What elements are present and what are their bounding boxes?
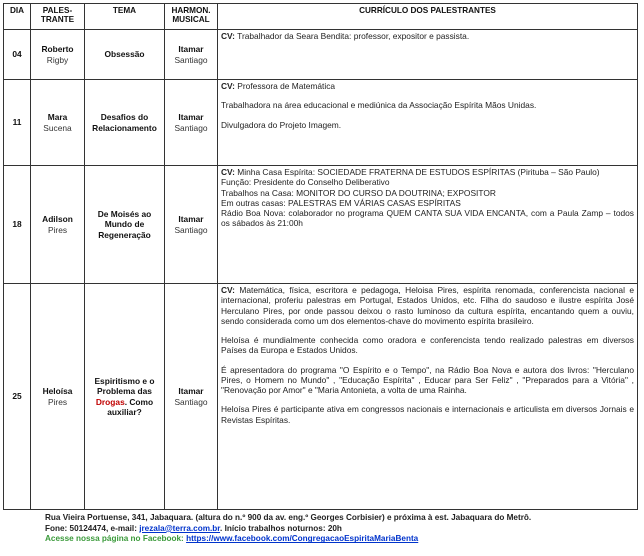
row-theme: Obsessão xyxy=(85,30,165,80)
row-curriculum xyxy=(218,30,638,80)
cv-paragraph: É apresentadora do programa "O Espírito e o Tempo", na Rádio Boa Nova e autora dos livros: "Herculano Pires, o Homem no Mundo" , "Educação Espírita" , Educar para Ser Feliz" , "Preparados para a Vitória" , "Renovação por Amor" e "Maria Antonieta, a volta de uma Rainha. xyxy=(221,364,634,395)
header-dia: DIA xyxy=(4,4,31,30)
row-musical xyxy=(165,30,218,80)
cv-line: CV: Minha Casa Espírita: SOCIEDADE FRATERNA DE ESTUDOS ESPÍRITAS (Pirituba – São Paulo) xyxy=(221,167,600,177)
footer xyxy=(45,513,641,545)
row-speaker xyxy=(31,80,85,166)
speaker-first-name: Heloísa xyxy=(42,386,73,397)
schedule-sheet xyxy=(3,3,641,545)
speaker-surname: Pires xyxy=(47,396,68,407)
speaker-first-name: Adilson xyxy=(42,214,73,225)
row-musical xyxy=(165,80,218,166)
musical-surname: Santiago xyxy=(174,224,208,235)
table-row xyxy=(4,30,638,80)
speaker-first-name: Roberto xyxy=(41,44,74,55)
footer-facebook xyxy=(45,534,641,545)
cv-paragraph: CV: Professora de Matemática xyxy=(221,81,336,91)
speaker-surname: Pires xyxy=(47,224,68,235)
header-palestrante: PALES- TRANTE xyxy=(31,4,85,30)
speaker-surname: Sucena xyxy=(43,122,72,133)
row-musical xyxy=(165,166,218,284)
header-curriculo: CURRÍCULO DOS PALESTRANTES xyxy=(218,4,638,30)
table-row xyxy=(4,80,638,166)
table-row xyxy=(4,166,638,284)
cv-paragraph: CV: Matemática, física, escritora e pedagoga, Heloisa Pires, espírita renomada, conferencista nacional e internacional, proferiu palestras em Portugal, Estados Unidos, etc. Filha do saudoso e ilustre espírita José Herculano Pires, por onde passou deixou o rasto luminoso da cultura espírita, encantando quem a ouviu, sendo considerada como um dos elementos-chave do movimento espírita brasileiro. xyxy=(221,285,634,326)
row-day: 18 xyxy=(4,166,31,284)
musical-surname: Santiago xyxy=(174,122,208,133)
cv-paragraph: Heloísa é mundialmente conhecida como oradora e conferencista tendo realizado palestras em diversos Países da Europa e Estados Unidos. xyxy=(221,335,634,356)
footer-contact: Fone: 50124474, e-mail: jrezala@terra.com.br. Início trabalhos noturnos: 20h xyxy=(45,523,342,533)
row-day: 11 xyxy=(4,80,31,166)
email-link[interactable]: jrezala@terra.com.br xyxy=(139,523,221,533)
lecture-schedule-table xyxy=(3,3,638,510)
row-curriculum xyxy=(218,166,638,284)
cv-line: Rádio Boa Nova: colaborador no programa QUEM CANTA SUA VIDA ENCANTA, com a Paula Zamp – todos os sábados às 21:00h xyxy=(221,208,634,229)
musical-first-name: Itamar xyxy=(178,386,204,397)
row-musical xyxy=(165,284,218,510)
musical-surname: Santiago xyxy=(174,54,208,65)
musical-first-name: Itamar xyxy=(178,214,204,225)
row-speaker xyxy=(31,30,85,80)
row-curriculum xyxy=(218,284,638,510)
facebook-link[interactable]: https://www.facebook.com/CongregacaoEspiritaMariaBenta xyxy=(186,534,419,544)
row-speaker xyxy=(31,284,85,510)
theme-highlight-drogas: Drogas xyxy=(95,396,125,407)
row-speaker xyxy=(31,166,85,284)
header-harmon-musical: HARMON. MUSICAL xyxy=(165,4,218,30)
musical-first-name: Itamar xyxy=(178,44,204,55)
header-row xyxy=(4,4,638,30)
cv-paragraph: CV: Trabalhador da Seara Bendita: professor, expositor e passista. xyxy=(221,31,470,41)
musical-surname: Santiago xyxy=(174,396,208,407)
speaker-surname: Rigby xyxy=(46,54,69,65)
speaker-first-name: Mara xyxy=(47,112,68,123)
cv-line: Trabalhos na Casa: MONITOR DO CURSO DA DOUTRINA; EXPOSITOR xyxy=(221,187,496,198)
row-theme: De Moisés ao Mundo de Regeneração xyxy=(85,166,165,284)
cv-paragraph: Heloísa Pires é participante ativa em congressos nacionais e internacionais e articulista em diversos Jornais e Revistas Espíritas. xyxy=(221,404,634,425)
musical-first-name: Itamar xyxy=(178,112,204,123)
row-theme: Desafios do Relacionamento xyxy=(85,80,165,166)
table-row xyxy=(4,284,638,510)
row-curriculum xyxy=(218,80,638,166)
row-day: 25 xyxy=(4,284,31,510)
facebook-label: Acesse nossa página no Facebook: xyxy=(45,534,187,544)
footer-address: Rua Vieira Portuense, 341, Jabaquara. (altura do n.º 900 da av. eng.º Georges Corbisier) e próxima à est. Jabaquara do Metrô. xyxy=(45,513,532,522)
cv-line: Em outras casas: PALESTRAS EM VÁRIAS CASAS ESPÍRITAS xyxy=(221,197,461,208)
header-tema: TEMA xyxy=(85,4,165,30)
cv-line: Função: Presidente do Conselho Deliberativo xyxy=(221,177,390,188)
cv-paragraph: Trabalhadora na área educacional e mediúnica da Associação Espírita Mãos Unidas. xyxy=(221,100,537,111)
row-day: 04 xyxy=(4,30,31,80)
row-theme: Espiritismo e o Problema das Drogas. Como auxiliar? xyxy=(85,284,165,510)
cv-paragraph: Divulgadora do Projeto Imagem. xyxy=(221,119,342,130)
